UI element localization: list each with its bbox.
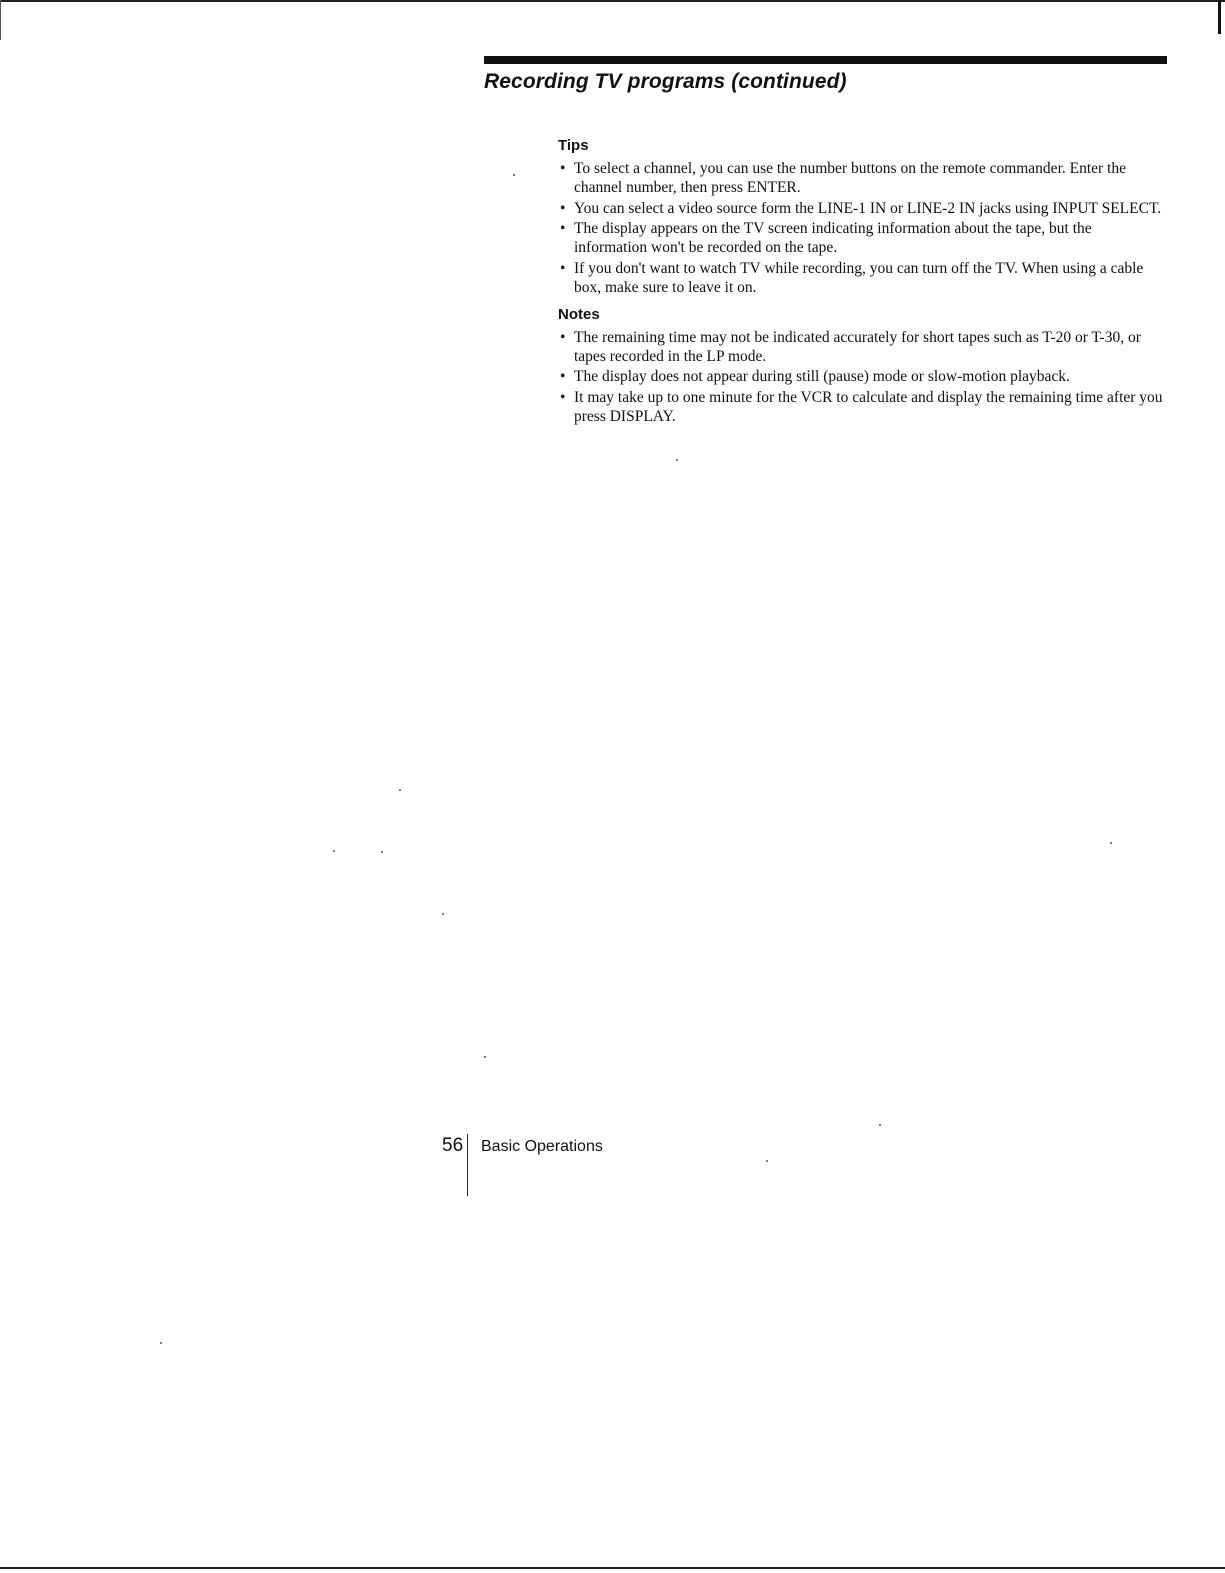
bullet-icon: • (560, 388, 566, 406)
tip-item (558, 259, 1168, 297)
note-text: The display does not appear during still (pause) mode or slow-motion playback. (574, 368, 1070, 385)
page-frame-left (0, 0, 1, 40)
scan-speck (1110, 842, 1112, 844)
tip-text: If you don't want to watch TV while recording, you can turn off the TV. When using a cable box, make sure to leave it on. (574, 259, 1144, 296)
footer-section-label: Basic Operations (481, 1138, 603, 1155)
scan-speck (484, 1056, 486, 1058)
page-number: 56 (442, 1135, 464, 1156)
tips-list (558, 159, 1168, 297)
scan-speck (160, 1342, 162, 1344)
main-content (558, 136, 1168, 427)
scan-speck (513, 174, 515, 176)
note-item (558, 328, 1168, 366)
page-frame-bottom (0, 1567, 1225, 1569)
bullet-icon: • (560, 259, 566, 277)
page-frame-top (0, 0, 1225, 2)
tip-text: To select a channel, you can use the number buttons on the remote commander. Enter the channel number, then press ENTER. (574, 160, 1126, 196)
tip-item (558, 159, 1168, 197)
scan-speck (676, 459, 678, 461)
note-text: It may take up to one minute for the VCR to calculate and display the remaining time after you press DISPLAY. (574, 388, 1163, 425)
bullet-icon: • (560, 328, 566, 346)
scan-speck (766, 1160, 768, 1162)
note-item (558, 388, 1168, 426)
footer-rule (467, 1134, 468, 1196)
page-frame-right (1218, 0, 1221, 34)
scan-speck (333, 850, 335, 852)
notes-list (558, 328, 1168, 426)
scan-speck (399, 789, 401, 791)
tips-heading: Tips (558, 137, 589, 154)
section-title: Recording TV programs (continued) (484, 70, 847, 93)
bullet-icon: • (560, 160, 566, 177)
note-text: The remaining time may not be indicated accurately for short tapes such as T-20 or T-30, or tapes recorded in the LP mode. (574, 328, 1141, 365)
notes-heading: Notes (558, 305, 600, 323)
scan-speck (442, 913, 444, 915)
bullet-icon: • (560, 199, 566, 217)
tip-text: You can select a video source form the LINE-1 IN or LINE-2 IN jacks using INPUT SELECT. (574, 199, 1162, 217)
bullet-icon: • (560, 220, 566, 237)
scan-speck (381, 851, 383, 853)
tip-text: The display appears on the TV screen indicating information about the tape, but the information won't be recorded on the tape. (574, 220, 1092, 256)
bullet-icon: • (560, 368, 566, 385)
note-item (558, 367, 1168, 386)
tip-item (558, 199, 1168, 218)
scan-speck (879, 1124, 881, 1126)
tip-item (558, 219, 1168, 257)
title-rule (484, 56, 1167, 64)
